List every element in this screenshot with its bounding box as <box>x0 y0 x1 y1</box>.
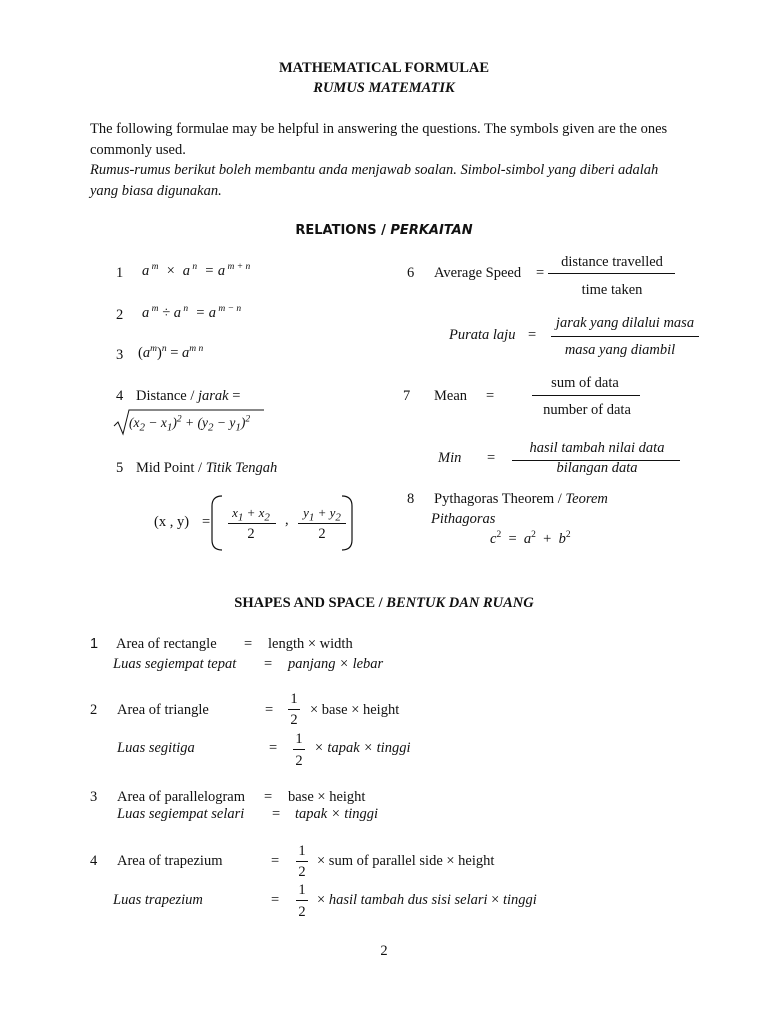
formula-exponent-product: a $^m$ × a $^n$ = a $^{m + n}$ <box>142 262 251 279</box>
parallelogram-formula: base × height <box>288 789 366 805</box>
equals-sign: = <box>536 265 545 281</box>
distance-label <box>136 389 240 404</box>
relations-heading <box>0 224 768 237</box>
purata-laju-label: Purata laju <box>449 327 516 343</box>
pythagoras-formula: $c^2 = a^2 + b^2$ <box>490 530 571 547</box>
trapezium-label: Area of trapezium <box>117 853 223 869</box>
intro-english: The following formulae may be helpful in answering the questions. The symbols given are the ones commonly used. <box>90 121 668 158</box>
fraction-bar <box>548 273 675 274</box>
midpoint-y-denominator: 2 <box>318 526 326 542</box>
equals-sign: = <box>487 450 496 466</box>
equals-sign: = <box>271 892 280 908</box>
half-numerator: 1 <box>290 691 298 707</box>
fraction-bar <box>551 336 699 337</box>
shapes-heading-ms: BENTUK DAN RUANG <box>386 595 534 611</box>
distance-travelled: distance travelled <box>561 254 663 270</box>
time-taken: time taken <box>581 282 643 298</box>
equals-sign: = <box>271 853 280 869</box>
fraction-bar <box>228 523 276 524</box>
midpoint-label-ms: Titik Tengah <box>205 460 278 476</box>
relations-heading-ms: PERKAITAN <box>390 223 473 238</box>
midpoint-label-en: Mid Point / <box>136 460 206 476</box>
formula-number: 1 <box>90 636 99 652</box>
shapes-heading <box>0 596 768 611</box>
midpoint-y-numerator: $y_1 + y_2$ <box>303 505 341 524</box>
trapezium-formula: × sum of parallel side × height <box>317 853 495 869</box>
rectangle-label: Area of rectangle <box>116 636 217 652</box>
formula-number: 7 <box>403 388 411 404</box>
half-denominator: 2 <box>290 712 298 728</box>
page-subtitle: RUMUS MATEMATIK <box>313 80 455 96</box>
formula-number: 5 <box>116 460 124 476</box>
formula-number: 2 <box>116 307 124 323</box>
relations-heading-en: RELATIONS / <box>295 223 391 238</box>
equals-sign: = <box>272 806 281 822</box>
shapes-heading-en: SHAPES AND SPACE / <box>234 595 387 611</box>
midpoint-label <box>136 461 277 476</box>
equals-sign: = <box>264 656 273 672</box>
hasil-tambah-nilai: hasil tambah nilai data <box>529 440 665 456</box>
formula-number: 3 <box>116 347 124 363</box>
equals-sign: = <box>265 702 274 718</box>
distance-label-en: Distance / <box>136 388 199 404</box>
jarak-dilalui: jarak yang dilalui masa <box>555 315 695 331</box>
formula-number: 2 <box>90 702 98 718</box>
equals-sign: = <box>264 789 273 805</box>
formula-number: 6 <box>407 265 415 281</box>
mean-label: Mean <box>434 388 468 404</box>
midpoint-x-numerator: $x_1 + x_2$ <box>232 505 270 524</box>
trapezium-formula-ms <box>317 893 537 908</box>
pythagoras-label <box>434 492 608 507</box>
half-numerator: 1 <box>295 731 303 747</box>
trapezium-label-ms: Luas trapezium <box>113 892 203 908</box>
pythagoras-label-ms: Teorem <box>565 491 608 507</box>
pythagoras-label-en: Pythagoras Theorem / <box>434 491 566 507</box>
half-denominator: 2 <box>298 864 306 880</box>
fraction-bar <box>296 861 308 862</box>
distance-formula: $(x_2 - x_1)^2 + (y_2 - y_1)^2$ <box>129 414 251 434</box>
equals-sign: = <box>244 636 253 652</box>
fraction-bar <box>296 900 308 901</box>
midpoint-xy: (x , y) <box>154 514 190 530</box>
half-numerator: 1 <box>298 843 306 859</box>
number-of-data: number of data <box>543 402 631 418</box>
average-speed-label: Average Speed <box>434 265 522 281</box>
equals-sign: = <box>486 388 495 404</box>
parallelogram-label: Area of parallelogram <box>117 789 246 805</box>
triangle-label: Area of triangle <box>117 702 209 718</box>
fraction-bar <box>298 523 346 524</box>
times-sign: × <box>317 892 329 908</box>
formula-number: 4 <box>90 853 98 869</box>
trapezium-sum-ms: hasil tambah dus sisi selari <box>328 892 488 908</box>
pythagoras-label-ms-cont: Pithagoras <box>431 511 496 527</box>
formula-number: 1 <box>116 265 124 281</box>
parallelogram-label-ms: Luas segiempat selari <box>117 806 245 822</box>
fraction-bar <box>532 395 640 396</box>
half-numerator: 1 <box>298 882 306 898</box>
fraction-bar <box>288 709 300 710</box>
comma: , <box>285 512 289 528</box>
intro-malay: Rumus-rumus berikut boleh membantu anda menjawab soalan. Simbol-simbol yang diberi adalah yang biasa digunakan. <box>90 162 659 199</box>
half-denominator: 2 <box>295 753 303 769</box>
times-sign: × <box>487 892 503 908</box>
formula-exponent-quotient: a $^m$ ÷ a $^n$ = a $^{m - n}$ <box>142 304 242 321</box>
page-title: MATHEMATICAL FORMULAE <box>278 60 490 76</box>
formula-number: 3 <box>90 789 98 805</box>
equals-sign: = <box>528 327 537 343</box>
equals-sign: = <box>269 740 278 756</box>
formula-exponent-power: $(a^m)^n = a^{m n}$ <box>138 344 204 361</box>
rectangle-formula-ms: panjang × lebar <box>288 656 384 672</box>
triangle-label-ms: Luas segitiga <box>117 740 195 756</box>
triangle-formula: × base × height <box>310 702 400 718</box>
equals-sign: = <box>232 388 241 404</box>
sum-of-data: sum of data <box>551 375 619 391</box>
bilangan-data: bilangan data <box>556 460 638 476</box>
triangle-formula-ms: × tapak × tinggi <box>314 740 411 756</box>
formula-number: 4 <box>116 388 124 404</box>
equals-sign: = <box>202 514 211 530</box>
page-number: 2 <box>380 943 388 959</box>
rectangle-formula: length × width <box>268 636 353 652</box>
half-denominator: 2 <box>298 904 306 920</box>
min-label: Min <box>438 450 462 466</box>
parallelogram-formula-ms: tapak × tinggi <box>295 806 379 822</box>
trapezium-height-ms: tinggi <box>502 892 537 908</box>
rectangle-label-ms: Luas segiempat tepat <box>113 656 237 672</box>
fraction-bar <box>293 749 305 750</box>
formula-number: 8 <box>407 491 415 507</box>
distance-label-ms: jarak <box>198 388 229 404</box>
masa-diambil: masa yang diambil <box>564 342 676 358</box>
midpoint-x-denominator: 2 <box>247 526 255 542</box>
